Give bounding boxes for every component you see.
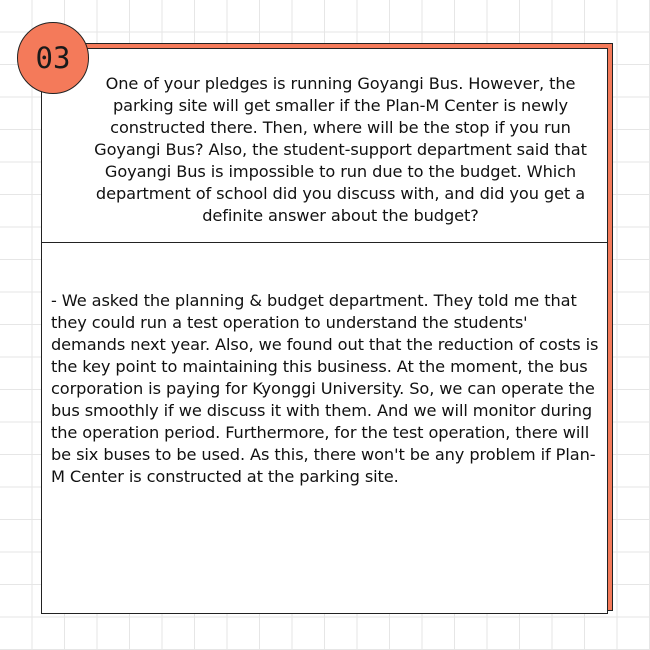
badge-number: 03 xyxy=(35,41,71,75)
answer-text: - We asked the planning & budget department. They told me that they could run a test operation to understand the students' demands next year. Also, we found out that the reduction of costs is the key point to maintaining this business. At the moment, the bus corporation is paying for Kyonggi University. So, we can operate the bus smoothly if we discuss it with them. And we will monitor during the operation period. Furthermore, for the test operation, there will be six buses to be used. As this, there won't be any problem if Plan-M Center is constructed at the parking site. xyxy=(51,291,599,486)
number-badge xyxy=(17,22,89,94)
divider xyxy=(42,242,607,243)
qa-card xyxy=(41,48,608,614)
question-text: One of your pledges is running Goyangi Bus. However, the parking site will get smaller if the Plan-M Center is newly constructed there. Then, where will be the stop if you run Goyangi Bus? Also, the student-support department said that Goyangi Bus is impossible to run due to the budget. Which department of school did you discuss with, and did you get a definite answer about the budget? xyxy=(94,74,587,225)
